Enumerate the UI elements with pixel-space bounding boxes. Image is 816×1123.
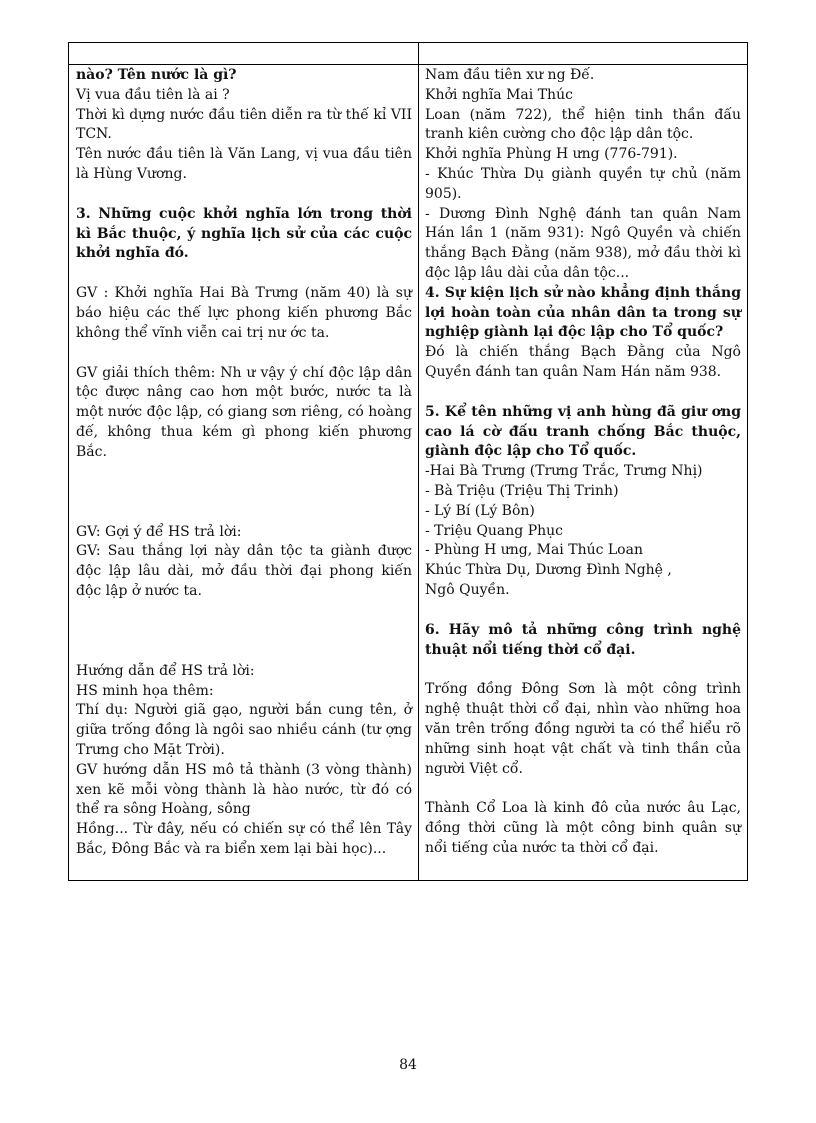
guide-paragraph: GV hướng dẫn HS mô tả thành (3 vòng thành) xen kẽ mỗi vòng thành là hào nước, từ đó có thể ra sông Hoàng, sông [76,761,412,818]
left-column [76,66,412,860]
teacher-note: GV: Sau thắng lợi này dân tộc ta giành được độc lập lâu dài, mở đầu thời đại phong kiến độc lập ở nước ta. [76,543,412,599]
list-item: -Hai Bà Trưng (Trưng Trắc, Trưng Nhị) [425,463,703,480]
answer-paragraph: Đó là chiến thắng Bạch Đằng của Ngô Quyền đánh tan quân Nam Hán năm 938. [425,344,741,380]
right-column [425,66,741,859]
text-paragraph: Thời kì dựng nước đầu tiên diễn ra từ thế kỉ VII TCN. [76,106,412,143]
guide-paragraph: Hồng... Từ đây, nếu có chiến sự có thể lên Tây Bắc, Đông Bắc và ra biển xem lại bài học)... [76,821,412,857]
text-paragraph: - Dương Đình Nghệ đánh tan quân Nam Hán lần 1 (năm 931): Ngô Quyền và chiến thắng Bạch Đằng (năm 938), mở đầu thời kì độc lập lâu dài của dân tộc... [425,205,741,281]
guide-line: Hướng dẫn để HS trả lời: [76,662,255,679]
text-paragraph: - Khúc Thừa Dụ giành quyền tự chủ (năm 905). [425,165,741,202]
list-item: Khúc Thừa Dụ, Dương Đình Nghệ , [425,562,672,579]
column-divider [418,43,419,880]
text-line: Nam đầu tiên xư ng Đế. [425,67,595,83]
header-row-divider [69,64,747,65]
guide-paragraph: Thí dụ: Người giã gạo, người bắn cung tên, ở giữa trống đồng là ngôi sao nhiều cánh (tư ợng Trưng cho Mặt Trời). [76,702,412,758]
text-line: Khởi nghĩa Mai Thúc [425,86,573,103]
answer-paragraph: Thành Cổ Loa là kinh đô của nước âu Lạc, đồng thời cũng là một công binh quân sự nổi tiếng của nước ta thời cổ đại. [425,800,741,856]
list-item: - Phùng H ưng, Mai Thúc Loan [425,542,643,559]
lesson-table [68,42,748,881]
list-item: - Bà Triệu (Triệu Thị Trinh) [425,482,619,499]
question-2-tail: nào? Tên nước là gì? [76,67,237,83]
text-line: Vị vua đầu tiên là ai ? [76,86,230,103]
text-paragraph: Tên nước đầu tiên là Văn Lang, vị vua đầu tiên là Hùng Vương. [76,146,412,182]
guide-line: HS minh họa thêm: [76,682,214,699]
list-item: Ngô Quyền. [425,581,510,598]
question-3-heading: 3. Những cuộc khởi nghĩa lớn trong thời kì Bắc thuộc, ý nghĩa lịch sử của các cuộc khởi nghĩa đó. [76,205,412,262]
list-item: - Lý Bí (Lý Bôn) [425,502,535,519]
list-item: - Triệu Quang Phục [425,522,564,539]
teacher-note: GV : Khởi nghĩa Hai Bà Trưng (năm 40) là sự báo hiệu các thế lực phong kiến phương Bắc không thể vĩnh viễn cai trị nư ớc ta. [76,285,412,341]
question-6-heading: 6. Hãy mô tả những công trình nghệ thuật nổi tiếng thời cổ đại. [425,621,741,658]
question-5-heading: 5. Kể tên những vị anh hùng đã giư ơng cao lá cờ đấu tranh chống Bắc thuộc, giành độc lập cho Tổ quốc. [425,403,741,460]
teacher-note: GV: Gợi ý để HS trả lời: [76,523,242,540]
teacher-note: GV giải thích thêm: Nh ư vậy ý chí độc lập dân tộc được nâng cao hơn một bước, nước ta là một nước độc lập, có giang sơn riêng, có hoàng đế, không thua kém gì phong kiến phương Bắc. [76,364,412,460]
page-number: 84 [399,1057,417,1073]
text-line: Khởi nghĩa Phùng H ưng (776-791). [425,146,678,163]
question-4-heading: 4. Sự kiện lịch sử nào khẳng định thắng lợi hoàn toàn của nhân dân ta trong sự nghiệp giành lại độc lập cho Tổ quốc? [425,284,741,341]
answer-paragraph: Trống đồng Đông Sơn là một công trình nghệ thuật thời cổ đại, nhìn vào những hoa văn trên trống đồng người ta có thể hiểu rõ những sinh hoạt vật chất và tinh thần của người Việt cổ. [425,681,741,777]
text-paragraph: Loan (năm 722), thể hiện tinh thần đấu tranh kiên cường cho độc lập dân tộc. [425,106,741,143]
